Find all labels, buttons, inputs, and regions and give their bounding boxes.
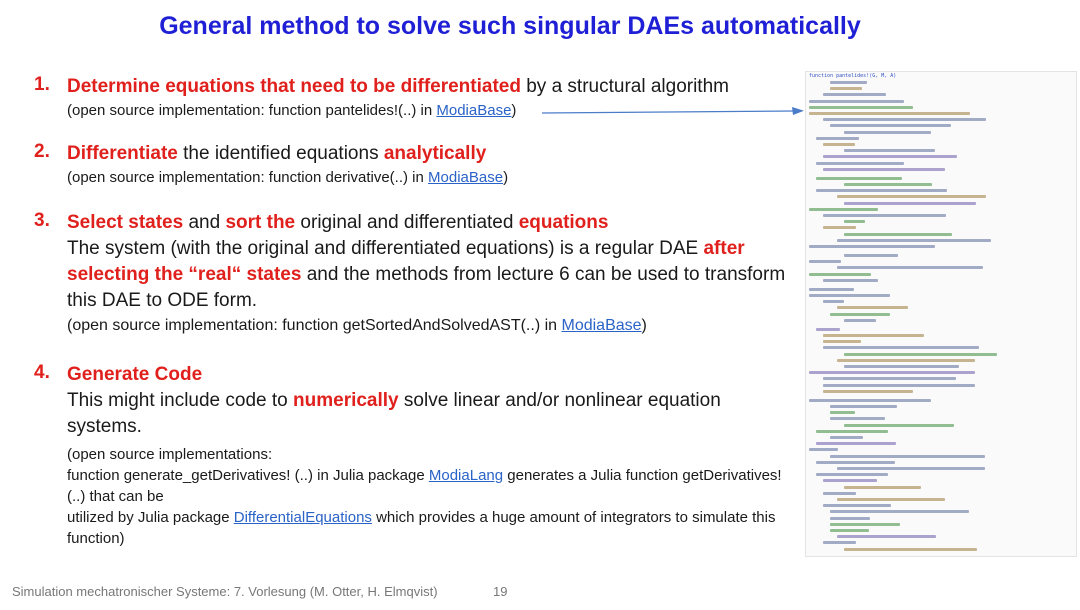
code-line (844, 254, 898, 257)
arrow-to-code-icon (542, 107, 804, 119)
step-2-impl-close: ) (503, 169, 509, 186)
step-3-text-2: original and differentiated (295, 212, 519, 233)
code-line (823, 390, 913, 393)
code-line (823, 143, 855, 146)
step-3-impl-close: ) (641, 317, 647, 334)
code-line (830, 124, 951, 127)
step-3-text-1: and (183, 212, 226, 233)
code-line (816, 442, 896, 445)
code-line (844, 486, 921, 489)
code-line (816, 189, 947, 192)
code-line (823, 214, 946, 217)
code-line (830, 405, 897, 408)
step-3-highlight-3: equations (518, 212, 609, 233)
step-3-body-text-1: The system (with the original and differentiated equations) is a regular DAE (67, 238, 704, 259)
code-line (823, 377, 956, 380)
code-line (837, 266, 983, 269)
step-2-highlight-2: analytically (383, 143, 487, 164)
code-line (816, 328, 840, 331)
code-line (844, 202, 976, 205)
code-line (837, 535, 936, 538)
code-line (844, 131, 931, 134)
code-line (809, 288, 854, 291)
code-line (809, 260, 841, 263)
code-line (809, 448, 838, 451)
code-line (823, 155, 957, 158)
step-4-modialang-link[interactable]: ModiaLang (428, 467, 504, 484)
code-line (844, 149, 935, 152)
step-4-body-highlight: numerically (293, 390, 399, 411)
step-4-heading (67, 362, 794, 388)
code-line (809, 245, 935, 248)
footer-text: Simulation mechatronischer Systeme: 7. Vorlesung (M. Otter, H. Elmqvist) (12, 584, 438, 599)
code-line (823, 479, 877, 482)
code-line (830, 411, 855, 414)
step-3-number: 3. (34, 210, 50, 231)
code-line (830, 510, 969, 513)
code-line (823, 346, 979, 349)
code-line (844, 233, 952, 236)
code-line (837, 239, 991, 242)
code-line (830, 529, 869, 532)
method-steps-list (34, 74, 794, 549)
code-line (823, 541, 856, 544)
code-line (837, 498, 945, 501)
step-3-body-text-2: and the methods from lecture 6 can be used to transform this DAE to ODE form. (67, 264, 786, 311)
step-2-text: the identified equations (177, 143, 384, 164)
step-4-body (67, 388, 794, 440)
code-line (844, 353, 997, 356)
code-line (816, 473, 888, 476)
step-4-modialang-line (67, 465, 794, 507)
step-2-number: 2. (34, 141, 50, 162)
code-line (823, 340, 861, 343)
code-line (844, 548, 977, 551)
code-line (816, 137, 859, 140)
code-line (837, 306, 908, 309)
step-1-number: 1. (34, 74, 50, 95)
slide-title: General method to solve such singular DAEs automatically (159, 12, 861, 40)
code-line (823, 504, 891, 507)
step-1-impl-close: ) (511, 102, 517, 119)
step-1-heading (67, 74, 794, 100)
code-line (816, 162, 904, 165)
code-line (837, 359, 975, 362)
step-4 (34, 362, 794, 549)
code-line (823, 168, 945, 171)
code-line (809, 273, 871, 276)
code-line (830, 523, 900, 526)
step-4-body-text-2: solve linear and/or nonlinear equation systems. (67, 390, 721, 437)
step-4-highlight: Generate Code (67, 364, 203, 385)
step-4-implementation-intro: (open source implementations: (67, 446, 273, 463)
code-line (830, 87, 862, 90)
step-3-body (67, 236, 794, 314)
step-3-modiabase-link[interactable]: ModiaBase (561, 317, 642, 334)
code-line (830, 417, 885, 420)
step-4-differentialequations-link[interactable]: DifferentialEquations (233, 509, 372, 526)
code-line (844, 424, 954, 427)
step-2-highlight-1: Differentiate (67, 143, 178, 164)
step-4-number: 4. (34, 362, 50, 383)
step-3-implementation (67, 314, 794, 338)
code-line (830, 81, 867, 84)
step-1-highlight: Determine equations that need to be differentiated (67, 76, 521, 97)
code-line (809, 208, 878, 211)
step-3-body-highlight: after selecting the “real“ states (67, 238, 745, 285)
page-number: 19 (493, 584, 508, 599)
code-line (823, 300, 844, 303)
step-3-heading (67, 210, 794, 236)
code-line (830, 436, 863, 439)
step-3 (34, 210, 794, 338)
step-3-impl-text: (open source implementation: function getSortedAndSolvedAST(..) in (67, 317, 562, 334)
step-4-modialang-post: generates a Julia function getDerivatives!(..) that can be (67, 467, 782, 505)
code-line (823, 492, 856, 495)
step-1-text: by a structural algorithm (520, 76, 729, 97)
code-line (809, 399, 931, 402)
step-2-impl-text: (open source implementation: function derivative(..) in (67, 169, 429, 186)
code-line (844, 365, 959, 368)
code-first-line: function pantelides!(G, M, A) (809, 73, 897, 79)
step-2 (34, 141, 794, 188)
code-line (823, 226, 856, 229)
step-2-modiabase-link[interactable]: ModiaBase (428, 169, 504, 186)
code-line (823, 279, 878, 282)
code-line (830, 455, 985, 458)
step-4-diffeq-line (67, 507, 794, 549)
step-4-modialang-text: function generate_getDerivatives! (..) in Julia package (67, 467, 429, 484)
code-line (837, 195, 986, 198)
code-line (844, 220, 865, 223)
step-3-highlight-2: sort the (225, 212, 296, 233)
step-4-diffeq-post: which provides a huge amount of integrators to simulate this function) (67, 509, 776, 547)
code-line (837, 467, 985, 470)
step-2-implementation (67, 167, 794, 188)
code-line (809, 294, 890, 297)
code-line (823, 93, 886, 96)
code-line (823, 118, 986, 121)
code-line (809, 106, 913, 109)
step-4-body-text-1: This might include code to (67, 390, 294, 411)
code-line (809, 371, 975, 374)
code-line (830, 313, 890, 316)
code-line (844, 319, 876, 322)
step-3-highlight-1: Select states (67, 212, 184, 233)
code-line (816, 461, 895, 464)
code-line (816, 177, 902, 180)
code-line (809, 112, 970, 115)
code-line (830, 517, 870, 520)
step-4-diffeq-text: utilized by Julia package (67, 509, 234, 526)
code-line (823, 384, 975, 387)
step-2-heading (67, 141, 794, 167)
code-line (823, 334, 924, 337)
step-1-impl-text: (open source implementation: function pantelides!(..) in (67, 102, 437, 119)
code-line (809, 100, 904, 103)
code-listing-panel (805, 71, 1077, 557)
code-line (816, 430, 888, 433)
step-1-modiabase-link[interactable]: ModiaBase (436, 102, 512, 119)
code-line (844, 183, 932, 186)
